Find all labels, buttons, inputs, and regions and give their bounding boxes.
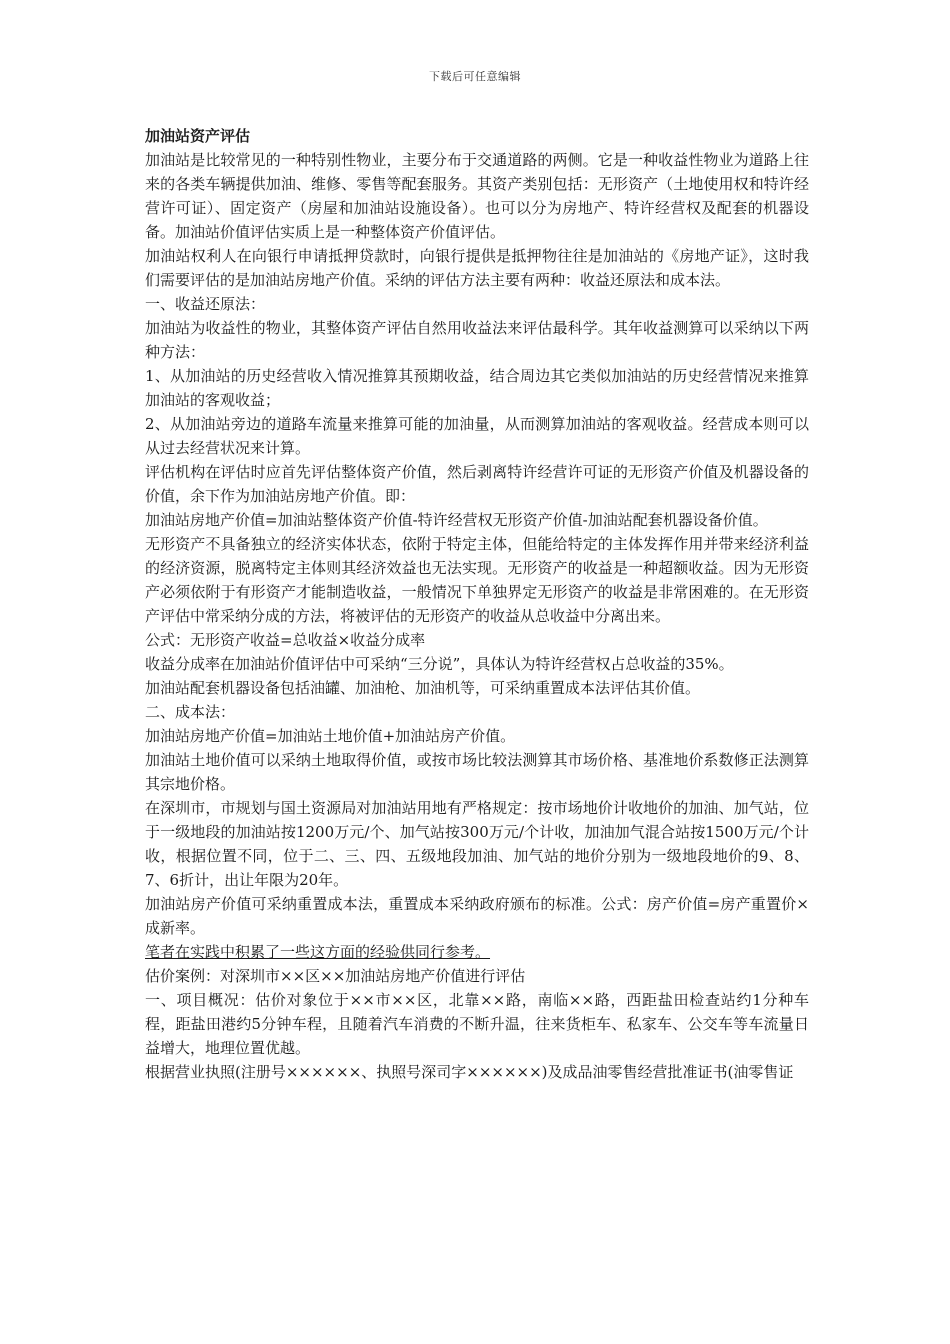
paragraph: 加油站为收益性的物业，其整体资产评估自然用收益法来评估最科学。其年收益测算可以采纳以下两种方法：	[145, 319, 809, 361]
paragraph: 评估机构在评估时应首先评估整体资产价值，然后剥离特许经营许可证的无形资产价值及机器设备的价值，余下作为加油站房地产价值。即：	[145, 463, 809, 505]
paragraph: 加油站房产价值可采纳重置成本法，重置成本采纳政府颁布的标准。公式：房产价值=房产重置价×成新率。	[145, 895, 809, 937]
paragraph: 加油站土地价值可以采纳土地取得价值，或按市场比较法测算其市场价格、基准地价系数修正法测算其宗地价格。	[145, 751, 809, 793]
formula: 公式：无形资产收益=总收益×收益分成率	[145, 631, 426, 649]
formula: 加油站房地产价值=加油站整体资产价值-特许经营权无形资产价值-加油站配套机器设备价值。	[145, 511, 768, 529]
paragraph: 一、项目概况：估价对象位于××市××区，北靠××路，南临××路，西距盐田检查站约1分种车程，距盐田港约5分钟车程，且随着汽车消费的不断升温，往来货柜车、私家车、公交车等车流量日益增大，地理位置优越。	[145, 991, 809, 1057]
paragraph: 加油站是比较常见的一种特别性物业，主要分布于交通道路的两侧。它是一种收益性物业为道路上往来的各类车辆提供加油、维修、零售等配套服务。其资产类别包括：无形资产（土地使用权和特许经营许可证）、固定资产（房屋和加油站设施设备）。也可以分为房地产、特许经营权及配套的机器设备。加油站价值评估实质上是一种整体资产价值评估。	[145, 151, 809, 241]
page-header: 下载后可任意编辑	[429, 70, 521, 83]
section-heading: 二、成本法：	[145, 703, 236, 721]
document-title: 加油站资产评估	[145, 127, 251, 145]
paragraph: 加油站权利人在向银行申请抵押贷款时，向银行提供是抵押物往往是加油站的《房地产证》，这时我们需要评估的是加油站房地产价值。采纳的评估方法主要有两种：收益还原法和成本法。	[145, 247, 809, 289]
section-heading: 一、收益还原法：	[145, 295, 266, 313]
paragraph: 无形资产不具备独立的经济实体状态，依附于特定主体，但能给特定的主体发挥作用并带来经济利益的经济资源，脱离特定主体则其经济效益也无法实现。无形资产的收益是一种超额收益。因为无形资产必须依附于有形资产才能制造收益，一般情况下单独界定无形资产的收益是非常困难的。在无形资产评估中常采纳分成的方法，将被评估的无形资产的收益从总收益中分离出来。	[145, 535, 809, 625]
paragraph: 收益分成率在加油站价值评估中可采纳“三分说”，具体认为特许经营权占总收益的35%。	[145, 655, 734, 673]
paragraph: 根据营业执照(注册号××××××、执照号深司字××××××)及成品油零售经营批准证书(油零售证	[145, 1063, 794, 1081]
underlined-note: 笔者在实践中积累了一些这方面的经验供同行参考。	[145, 943, 491, 961]
document-body	[145, 124, 809, 1084]
paragraph: 加油站配套机器设备包括油罐、加油枪、加油机等，可采纳重置成本法评估其价值。	[145, 679, 701, 697]
list-item: 2、从加油站旁边的道路车流量来推算可能的加油量，从而测算加油站的客观收益。经营成本则可以从过去经营状况来计算。	[145, 415, 809, 457]
list-item: 1、从加油站的历史经营收入情况推算其预期收益，结合周边其它类似加油站的历史经营情况来推算加油站的客观收益；	[145, 367, 809, 409]
formula: 加油站房地产价值=加油站土地价值+加油站房产价值。	[145, 727, 516, 745]
paragraph: 在深圳市，市规划与国土资源局对加油站用地有严格规定：按市场地价计收地价的加油、加气站，位于一级地段的加油站按1200万元/个、加气站按300万元/个计收，加油加气混合站按1500万元/个计收，根据位置不同，位于二、三、四、五级地段加油、加气站的地价分别为一级地段地价的9、8、7、6折计，出让年限为20年。	[145, 799, 809, 889]
case-title: 估价案例：对深圳市××区××加油站房地产价值进行评估	[145, 967, 526, 985]
